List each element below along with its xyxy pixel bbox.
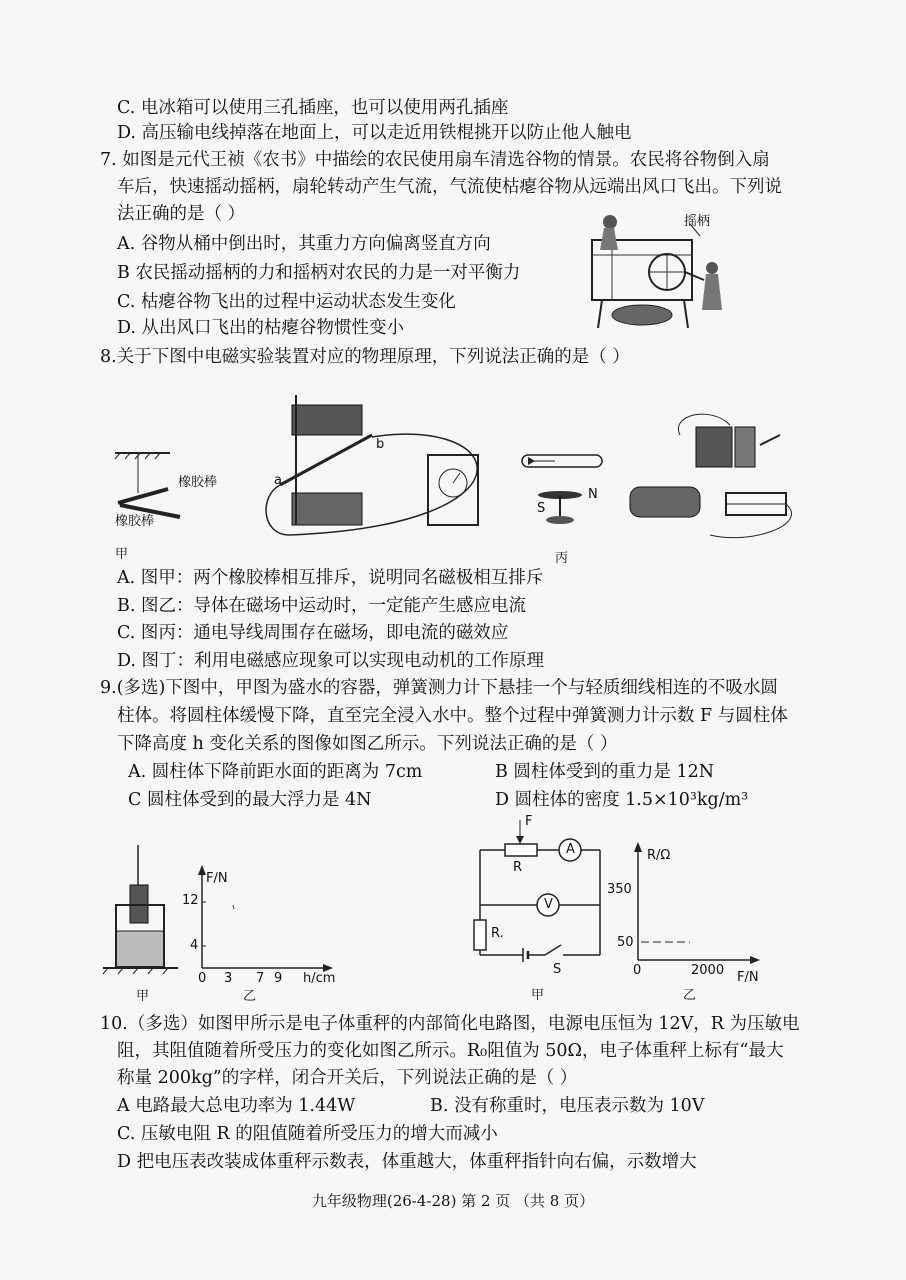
q10-stem-line3: 称量 200kg”的字样，闭合开关后，下列说法正确的是（ ）: [117, 1068, 578, 1088]
rf-graph-y-tick-50: 50: [617, 935, 634, 950]
fh-graph-x-axis-label: h/cm: [303, 971, 336, 986]
rf-graph-y-tick-350: 350: [607, 882, 632, 897]
q7-option-c: C. 枯瘪谷物飞出的过程中运动状态发生变化: [117, 292, 456, 312]
q10-option-c: C. 压敏电阻 R 的阻值随着所受压力的增大而减小: [117, 1124, 498, 1144]
q10-option-a: A 电路最大总电功率为 1.44W: [117, 1096, 356, 1116]
q9-option-c: C 圆柱体受到的最大浮力是 4N: [128, 790, 372, 810]
winnowing-machine-figure: [572, 210, 732, 335]
q8-option-c: C. 图丙：通电导线周围存在磁场，即电流的磁效应: [117, 623, 509, 643]
q10-figures: [465, 812, 785, 1002]
q6-option-c: C. 电冰箱可以使用三孔插座，也可以使用两孔插座: [117, 98, 509, 118]
q9-option-d: D 圆柱体的密度 1.5×10³kg/m³: [495, 790, 749, 810]
fh-graph-y-tick-12: 12: [182, 893, 199, 908]
rf-graph-y-axis-label: R/Ω: [647, 848, 671, 863]
circuit-force-label: F: [525, 814, 533, 829]
q7-stem-line2: 车后，快速摇动摇柄，扇轮转动产生气流，气流使枯瘪谷物从远端出风口飞出。下列说: [117, 177, 782, 197]
circuit-resistor-r-label: R: [513, 860, 523, 875]
q10-stem-line1: 10.（多选）如图甲所示是电子体重秤的内部简化电路图，电源电压恒为 12V，R 为压敏电: [100, 1014, 800, 1034]
rubber-rod-label-1: 橡胶棒: [178, 475, 218, 490]
q8-option-a: A. 图甲：两个橡胶棒相互排斥，说明同名磁极相互排斥: [117, 568, 544, 588]
ammeter-label: A: [566, 842, 575, 857]
rf-graph-x-tick-0: 0: [633, 963, 642, 978]
fh-graph-x-tick-3: 3: [224, 971, 233, 986]
q9-caption-jia: 甲: [136, 989, 150, 1004]
fh-graph-x-tick-7: 7: [256, 971, 265, 986]
q8-option-d: D. 图丁：利用电磁感应现象可以实现电动机的工作原理: [117, 651, 545, 671]
compass-n-label: N: [588, 487, 598, 502]
q10-option-b: B. 没有称重时，电压表示数为 10V: [430, 1096, 705, 1116]
q10-caption-yi: 乙: [683, 988, 697, 1003]
rf-graph-x-axis-label: F/N: [737, 970, 759, 985]
q7-option-a: A. 谷物从桶中倒出时，其重力方向偏离竖直方向: [117, 234, 491, 254]
q8-stem: 8.关于下图中电磁实验装置对应的物理原理，下列说法正确的是（ ）: [100, 347, 630, 367]
conductor-end-b: b: [376, 437, 385, 452]
q10-option-d: D 把电压表改装成体重秤示数表，体重越大，体重秤指针向右偏，示数增大: [117, 1152, 697, 1172]
fh-graph-y-tick-4: 4: [190, 938, 199, 953]
switch-label: S: [553, 962, 562, 977]
q9-figures: [98, 825, 378, 1004]
rf-graph-x-tick-2000: 2000: [691, 963, 725, 978]
voltmeter-label: V: [544, 897, 553, 912]
conductor-end-a: a: [274, 473, 282, 488]
rubber-rod-label-2: 橡胶棒: [115, 514, 155, 529]
q9-option-b: B 圆柱体受到的重力是 12N: [495, 762, 715, 782]
q9-option-a: A. 圆柱体下降前距水面的距离为 7cm: [128, 762, 423, 782]
crank-label: 摇柄: [684, 214, 711, 229]
q8-option-b: B. 图乙：导体在磁场中运动时，一定能产生感应电流: [117, 596, 526, 616]
q10-stem-line2: 阻，其阻值随着所受压力的变化如图乙所示。R₀阻值为 50Ω，电子体重秤上标有“最大: [117, 1041, 784, 1061]
q9-stem-line3: 下降高度 h 变化关系的图像如图乙所示。下列说法正确的是（ ）: [117, 734, 618, 754]
q9-stem-line2: 柱体。将圆柱体缓慢下降，直至完全浸入水中。整个过程中弹簧测力计示数 F 与圆柱体: [117, 706, 788, 726]
q8-electromagnetism-figures: [110, 375, 830, 565]
fh-graph-x-tick-9: 9: [274, 971, 283, 986]
circuit-resistor-r0-label: R.: [491, 926, 504, 941]
q7-option-b: B 农民摇动摇柄的力和摇柄对农民的力是一对平衡力: [117, 263, 521, 283]
q6-option-d: D. 高压输电线掉落在地面上，可以走近用铁棍挑开以防止他人触电: [117, 123, 632, 143]
figure-caption-bing: 丙: [555, 551, 569, 566]
q10-caption-jia: 甲: [531, 988, 545, 1003]
fh-graph-y-axis-label: F/N: [206, 871, 228, 886]
q9-stem-line1: 9.(多选)下图中，甲图为盛水的容器，弹簧测力计下悬挂一个与轻质细线相连的不吸水圆: [100, 678, 778, 698]
page-footer: 九年级物理(26-4-28) 第 2 页 （共 8 页）: [311, 1192, 595, 1210]
fh-graph-x-tick-0: 0: [198, 971, 207, 986]
q7-stem-line1: 7. 如图是元代王祯《农书》中描绘的农民使用扇车清选谷物的情景。农民将谷物倒入扇: [100, 150, 770, 170]
q7-option-d: D. 从出风口飞出的枯瘪谷物惯性变小: [117, 318, 405, 338]
compass-s-label: S: [537, 501, 546, 516]
q7-stem-line3: 法正确的是（ ）: [117, 204, 246, 224]
figure-caption-jia: 甲: [115, 547, 129, 562]
q9-caption-yi: 乙: [243, 989, 257, 1004]
